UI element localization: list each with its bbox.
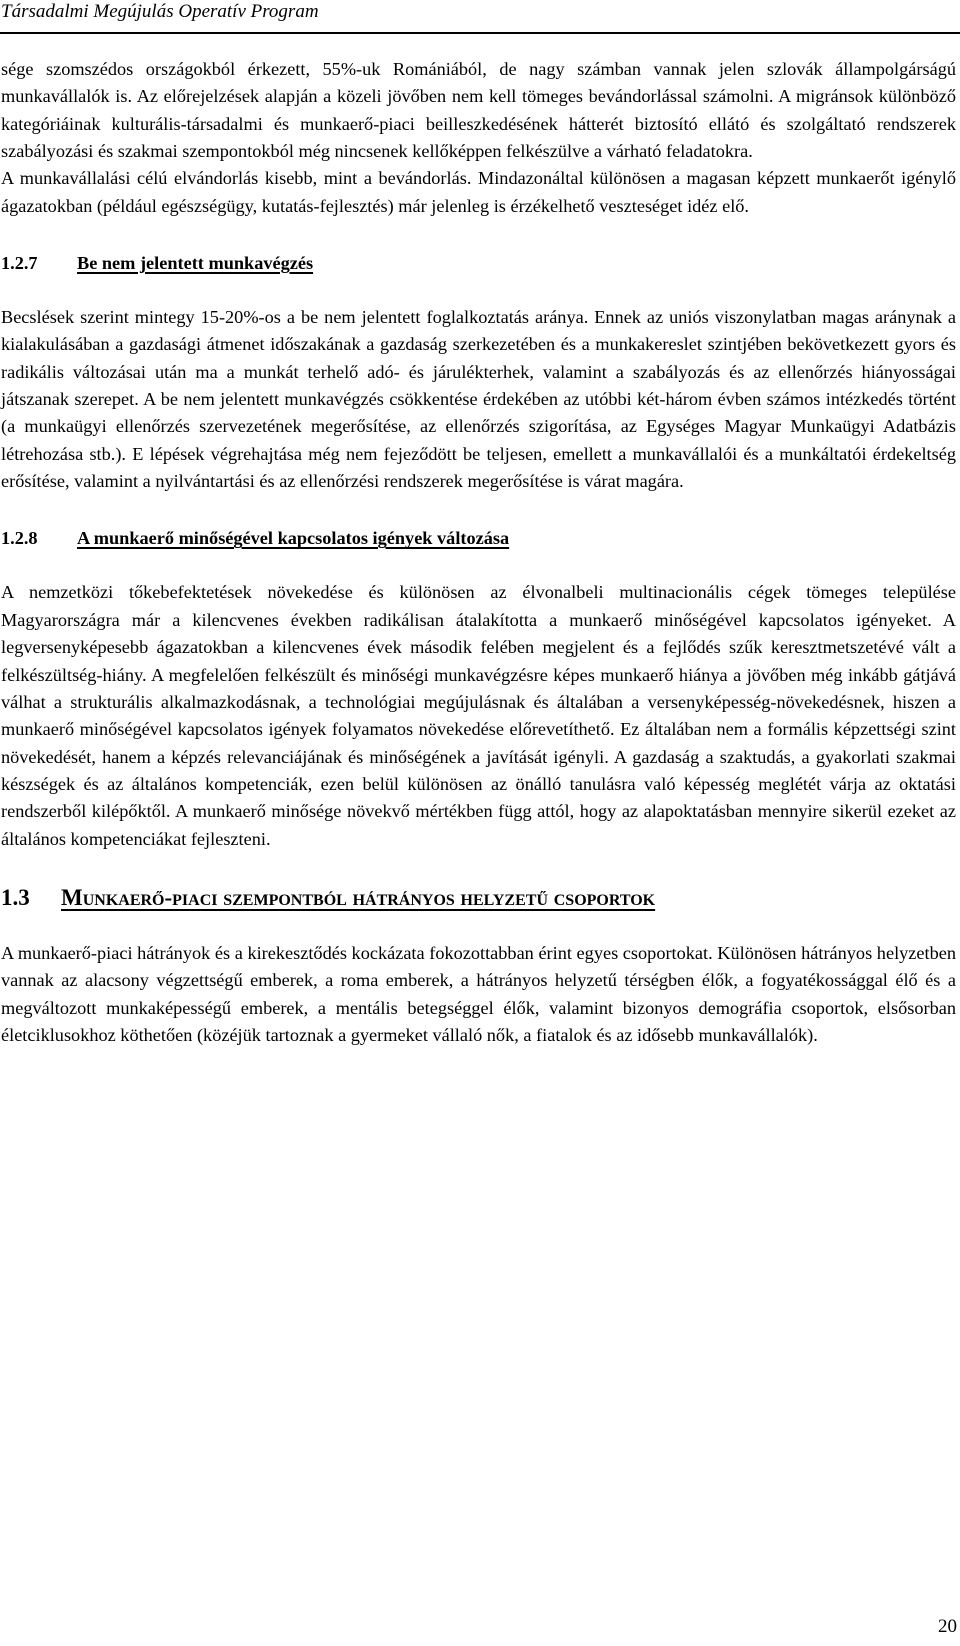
heading-1-3 [1,883,956,913]
paragraph-emigration: A munkavállalási célú elvándorlás kisebb, mint a bevándorlás. Mindazonáltal különösen a magasan képzett munkaerőt igénylő ágazatokban (például egészségügy, kutatás-fejlesztés) már jelenleg is érzékelhető veszteséget idéz elő. [1,168,956,216]
document-body [1,56,956,1049]
heading-number: 1.2.8 [1,528,38,549]
heading-title: A munkaerő minőségével kapcsolatos igények változása [77,528,510,549]
paragraph-workforce-quality: A nemzetközi tőkebefektetések növekedése és különösen az élvonalbeli multinacionális cégek tömeges települése Magyarországra már a kilencvenes években radikálisan átalakította a munkaerő minőségével kapcsolatos igényeket. A legversenyképesebb ágazatokban a kilencvenes évek második felében megjelent és a fejlődés szűk keresztmetszetévé vált a felkészültség-hiány. A megfelelően felkészült és minőségi munkavégzésre képes munkaerő hiánya a jövőben még inkább gátjává válhat a strukturális alkalmazkodásnak, a technológiai megújulásnak és általában a versenyképesség-növekedésnek, hiszen a munkaerő minőségével kapcsolatos igények folyamatos növekedése előrevetíthető. Ez általában nem a formális képzettségi szint növekedését, hanem a képzés relevanciájának és minőségének a javítását igényli. A gazdaság a szaktudás, a gyakorlati szakmai készségek és az általános kompetenciák, ezen belül különösen az önálló tanulásra való képesség meglétét várja az oktatási rendszerből kilépőktől. A munkaerő minősége növekvő mértékben függ attól, hogy az alapoktatásban mennyire sikerül ezeket az általános kompetenciákat fejleszteni. [1,582,956,849]
heading-title: Munkaerő-piaci szempontból hátrányos helyzetű csoportok [61,884,656,910]
heading-1-2-7 [1,250,956,277]
paragraph-migration: sége szomszédos országokból érkezett, 55%-uk Romániából, de nagy számban vannak jelen szlovák állampolgárságú munkavállalók is. Az előrejelzések alapján a közeli jövőben nem kell tömeges bevándorlással számolni. A migránsok különböző kategóriáinak kulturális-társadalmi és munkaerő-piaci beilleszkedésének hátterét biztosító ellátó és szolgáltató rendszerek szabályozási és szakmai szempontokból még nincsenek kellőképpen felkészülve a várható feladatokra. [1,59,956,162]
header-rule [0,32,960,34]
page-number: 20 [938,1616,957,1637]
heading-number: 1.2.7 [1,253,38,274]
header-title: Társadalmi Megújulás Operatív Program [1,1,319,22]
heading-number: 1.3 [1,884,30,910]
paragraph-disadvantaged-groups: A munkaerő-piaci hátrányok és a kirekesztődés kockázata fokozottabban érint egyes csoportokat. Különösen hátrányos helyzetben vannak az alacsony végzettségű emberek, a roma emberek, a hátrányos helyzetű térségben élők, a fogyatékossággal élő és a megváltozott munkaképességű emberek, a mentális betegséggel élők, valamint bizonyos demográfia csoportok, elsősorban életciklusokhoz köthetően (közéjük tartoznak a gyermeket vállaló nők, a fiatalok és az idősebb munkavállalók). [1,942,956,1045]
paragraph-undeclared-work: Becslések szerint mintegy 15-20%-os a be nem jelentett foglalkoztatás aránya. Ennek az uniós viszonylatban magas aránynak a kialakulásában a gazdasági átmenet időszakának a gazdaság szerkezetében és a munkakereslet szintjében bekövetkezett gyors és radikális változásai után ma a munkát terhelő adó- és járulékterhek, valamint a szabályozás és az ellenőrzés hiányosságai játszanak szerepet. A be nem jelentett munkavégzés csökkentése érdekében az utóbbi két-három évben számos intézkedés történt (a munkaügyi ellenőrzés szervezetének megerősítése, az ellenőrzés szigorítása, az Egységes Magyar Munkaügyi Adatbázis létrehozása stb.). E lépések végrehajtása még nem fejeződött be teljesen, emellett a munkavállalói és a munkáltatói érdekeltség erősítése, valamint a nyilvántartási és az ellenőrzési rendszerek megerősítése is várat magára. [1,307,956,492]
heading-1-2-8 [1,525,956,552]
heading-title: Be nem jelentett munkavégzés [77,253,314,274]
